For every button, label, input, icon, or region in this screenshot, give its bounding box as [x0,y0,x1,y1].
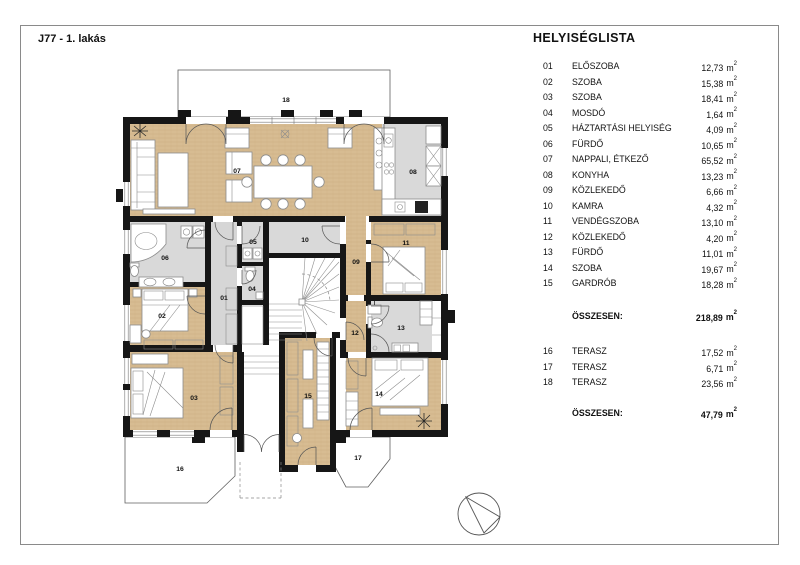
area-unit [726,409,737,419]
unit-m: m [726,248,734,259]
room-list-row [543,92,737,108]
unit-m: m [726,217,734,228]
unit-sup: 2 [733,262,737,268]
area-unit [726,376,737,389]
label-terrace-18: 18 [282,97,290,104]
room-number: 07 [543,154,553,164]
terrace-total-row [543,408,737,424]
room-area-value: 23,56 [701,378,724,389]
room-area [701,278,737,294]
room-name: KAMRA [572,200,604,211]
room-number: 04 [543,107,553,118]
interior-total-row [543,311,737,327]
room-number: 14 [543,262,553,273]
area-unit [726,109,737,119]
label-room-07: 07 [233,168,241,175]
floor-hall-01 [211,222,237,345]
room-number: 17 [543,361,553,372]
room-name: KONYHA [572,169,610,180]
room-number: 13 [543,247,553,257]
area-unit [726,246,737,259]
room-area-value: 4,20 [706,233,724,244]
room-area [701,216,737,232]
room-area-value: 19,67 [701,264,724,275]
terrace-total-value: 47,79 [700,409,723,420]
unit-m: m [726,109,734,120]
area-unit [726,312,737,322]
unit-m: m [726,93,734,104]
room-number: 02 [543,76,553,87]
unit-sup: 2 [733,407,737,413]
unit-m: m [726,279,734,290]
room-name: MOSDÓ [572,107,606,118]
label-room-11: 11 [402,240,410,247]
unit-sup: 2 [733,184,737,191]
room-number: 12 [543,231,553,242]
area-unit [726,153,737,166]
unit-m: m [725,312,734,323]
total-number-blank [543,408,569,424]
interior-total-area [696,311,737,327]
label-room-01: 01 [220,295,228,302]
terrace-18 [178,70,390,117]
room-number: 09 [543,185,553,195]
area-unit [726,202,737,212]
room-area-value: 11,01 [701,248,724,259]
unit-m: m [726,347,734,358]
room-area-value: 18,28 [701,279,724,290]
interior-total-label: ÖSSZESEN: [572,310,623,321]
room-name: GARDRÓB [572,278,617,288]
unit-sup: 2 [733,138,737,144]
room-number: 11 [543,216,553,226]
unit-m: m [725,409,734,420]
area-unit [726,91,737,104]
label-room-12: 12 [351,330,359,337]
area-unit [726,122,737,135]
room-area [701,263,737,279]
room-list-row [543,170,737,186]
label-room-15: 15 [304,393,312,400]
room-list-row [543,61,737,77]
room-area-value: 65,52 [701,155,724,166]
unit-sup: 2 [733,345,737,352]
label-room-04: 04 [248,286,256,293]
room-area-value: 4,09 [706,124,724,135]
area-unit [726,171,737,181]
room-number: 05 [543,123,553,133]
label-terrace-17: 17 [354,455,362,462]
room-name: HÁZTARTÁSI HELYISÉG [572,123,672,133]
label-room-08: 08 [409,169,417,176]
room-number: 18 [543,377,553,387]
area-unit [726,78,737,88]
room-number: 06 [543,138,553,149]
room-name: TERASZ [572,377,607,387]
unit-m: m [726,155,734,166]
unit-sup: 2 [733,215,737,222]
room-area-value: 15,38 [701,78,724,89]
room-name: FÜRDŐ [572,247,604,257]
floor-corridor-12 [346,301,366,352]
area-unit [726,264,737,274]
area-unit [726,215,737,228]
unit-m: m [726,62,734,73]
terrace-17 [332,437,390,487]
room-area [701,61,737,77]
room-list-row [543,108,737,124]
room-name: NAPPALI, ÉTKEZŐ [572,154,649,164]
room-name: VENDÉGSZOBA [572,216,639,226]
spacer [543,393,737,408]
room-list-row [543,123,737,139]
spacer [543,326,737,346]
area-unit [726,233,737,243]
unit-sup: 2 [733,60,737,67]
room-area-value: 13,10 [701,217,724,228]
area-unit [726,140,737,150]
page-title: J77 - 1. lakás [38,33,106,45]
terrace-list-row [543,362,737,378]
room-name: ELŐSZOBA [572,61,620,71]
room-name: SZOBA [572,76,602,87]
unit-sup: 2 [733,76,737,82]
unit-m: m [726,202,734,213]
room-list-row [543,139,737,155]
terrace-total-area [701,408,737,424]
terrace-list-row [543,377,737,393]
room-list-row [543,216,737,232]
room-area-value: 4,32 [706,202,724,213]
room-area [701,377,737,393]
room-list-heading: HELYISÉGLISTA [533,31,636,45]
floor-lobby [244,352,279,462]
room-list-row [543,232,737,248]
unit-m: m [726,78,734,89]
unit-m: m [726,186,734,197]
area-unit [726,184,737,197]
unit-sup: 2 [733,169,737,175]
room-number: 08 [543,169,553,180]
room-area-value: 1,64 [706,109,724,120]
label-room-03: 03 [190,395,198,402]
room-name: SZOBA [572,262,602,273]
room-area-value: 18,41 [701,93,724,104]
area-unit [726,277,737,290]
room-list-row [543,77,737,93]
room-area [706,108,737,124]
label-room-02: 02 [158,313,166,320]
room-name: TERASZ [572,346,607,356]
room-area [706,201,737,217]
room-area [701,77,737,93]
room-number: 10 [543,200,553,211]
room-area [706,232,737,248]
unit-sup: 2 [733,246,737,253]
room-area [701,92,737,108]
room-list-rows [543,61,737,294]
room-list-row [543,201,737,217]
unit-sup: 2 [733,376,737,383]
room-name: SZOBA [572,92,602,102]
unit-m: m [726,264,734,275]
label-room-14: 14 [375,391,383,398]
floor-corridor-09 [346,216,366,295]
room-name: KÖZLEKEDŐ [572,231,626,242]
unit-sup: 2 [733,231,737,237]
unit-sup: 2 [733,310,737,316]
unit-sup: 2 [733,361,737,367]
terrace-list-rows [543,346,737,393]
unit-sup: 2 [733,153,737,160]
room-area [702,247,737,263]
room-name: TERASZ [572,361,607,372]
label-room-10: 10 [301,237,309,244]
unit-m: m [726,363,734,374]
room-number: 03 [543,92,553,102]
room-list-row [543,263,737,279]
room-list-row [543,154,737,170]
unit-m: m [726,233,734,244]
room-number: 01 [543,61,553,71]
interior-total-value: 218,89 [695,312,723,323]
room-area-value: 10,65 [701,140,724,151]
room-number: 15 [543,278,553,288]
unit-m: m [726,171,734,182]
room-list-row [543,278,737,294]
spacer [543,294,737,311]
room-name: KÖZLEKEDŐ [572,185,626,195]
terrace-total-label: ÖSSZESEN: [572,407,623,418]
room-area [706,185,737,201]
room-area [701,139,737,155]
room-area-value: 17,52 [701,347,724,358]
room-area-value: 13,23 [701,171,724,182]
terrace-list-row [543,346,737,362]
room-area-value: 6,71 [706,363,724,374]
label-terrace-16: 16 [176,466,184,473]
room-number: 16 [543,346,553,356]
room-area-value: 12,73 [701,62,724,73]
unit-m: m [726,124,734,135]
unit-sup: 2 [733,107,737,113]
unit-sup: 2 [733,91,737,98]
room-area [706,362,737,378]
cabinet-strip-13 [432,301,441,352]
label-room-06: 06 [161,255,169,262]
room-list-row [543,247,737,263]
unit-m: m [726,378,734,389]
area-unit [726,60,737,73]
plant-icon [132,124,148,138]
plant-icon [416,413,432,429]
area-unit [726,345,737,358]
room-area [701,170,737,186]
room-list-row [543,185,737,201]
unit-sup: 2 [733,200,737,206]
label-room-13: 13 [397,325,405,332]
label-room-05: 05 [249,239,257,246]
unit-sup: 2 [733,122,737,129]
room-list [543,61,737,423]
total-number-blank [543,311,569,327]
area-unit [726,363,737,373]
room-area-value: 6,66 [706,186,724,197]
room-area [701,346,737,362]
room-area [701,154,737,170]
room-name: FÜRDŐ [572,138,604,149]
room-area [706,123,737,139]
unit-sup: 2 [733,277,737,284]
unit-m: m [726,140,734,151]
north-arrow-icon [458,493,500,535]
label-room-09: 09 [352,259,360,266]
